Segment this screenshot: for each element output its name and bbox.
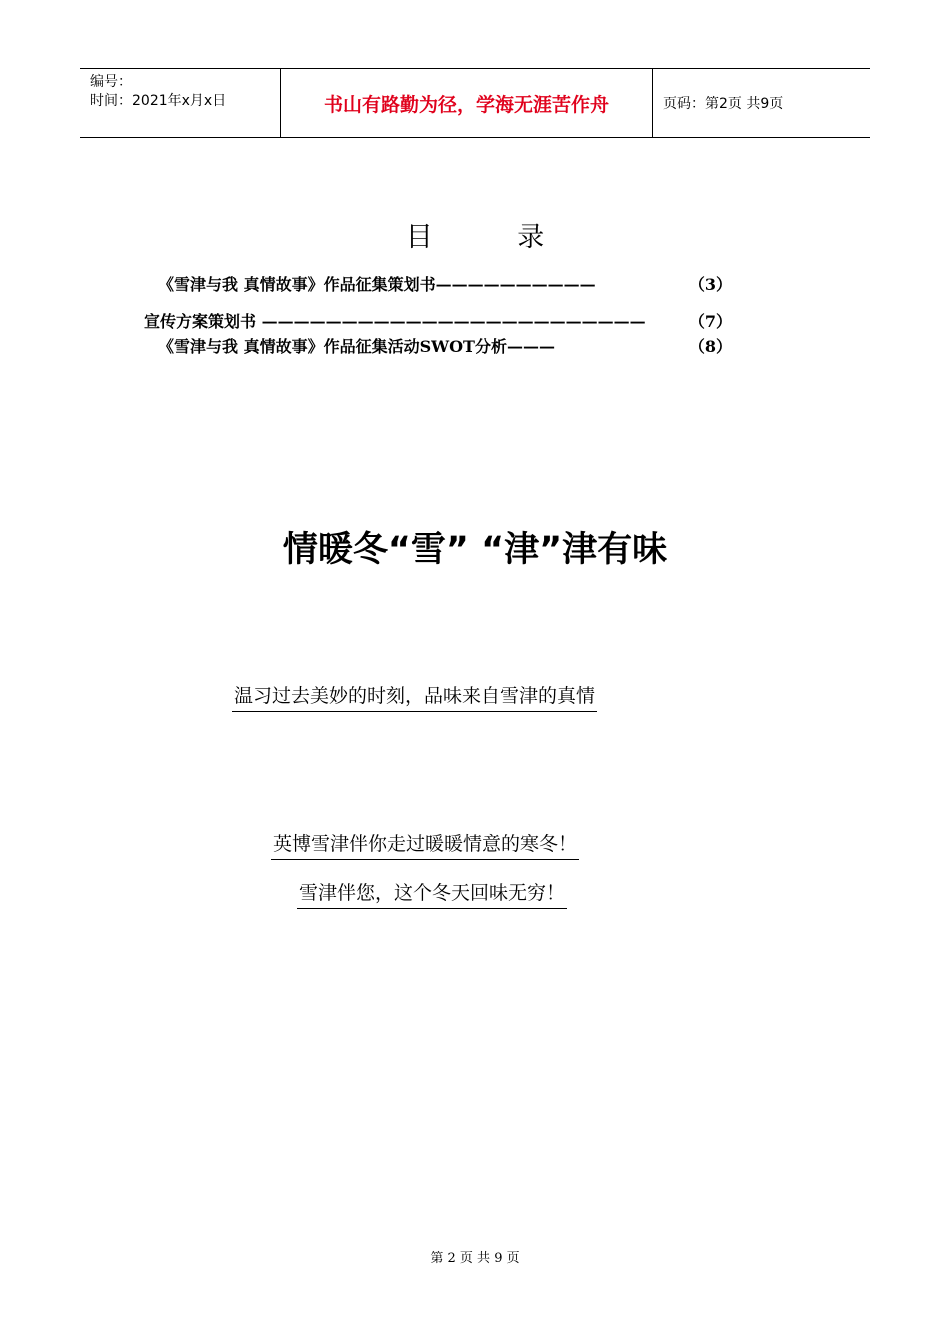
document-number-label: 编号：	[90, 74, 132, 90]
toc-item[interactable]	[158, 334, 732, 357]
toc-item-text: 宣传方案策划书 ————————————————————————	[144, 312, 646, 331]
toc-item-page: （7）	[688, 312, 732, 331]
toc-item[interactable]	[144, 309, 732, 332]
document-date: 时间：2021年x月x日	[90, 93, 227, 109]
toc-item-text: 《雪津与我 真情故事》作品征集活动SWOT分析———	[158, 337, 555, 356]
page-footer: 第 2 页 共 9 页	[430, 1251, 520, 1266]
toc-title: 目 录	[405, 222, 583, 253]
slogan-3: 雪津伴您，这个冬天回味无穷！	[297, 878, 567, 909]
header-motto: 书山有路勤为径，学海无涯苦作舟	[281, 69, 653, 137]
page-header	[80, 68, 870, 138]
header-page-info: 页码：第2页 共9页	[663, 96, 784, 112]
main-title: 情暖冬“雪” “津”津有味	[282, 530, 668, 570]
toc-item[interactable]	[158, 272, 732, 295]
header-meta	[80, 69, 281, 137]
slogan-1: 温习过去美妙的时刻，品味来自雪津的真情	[232, 681, 597, 712]
toc-item-page: （8）	[688, 337, 732, 356]
toc-item-text: 《雪津与我 真情故事》作品征集策划书——————————	[158, 275, 596, 294]
slogan-2: 英博雪津伴你走过暖暖情意的寒冬！	[271, 829, 579, 860]
toc-item-page: （3）	[688, 275, 732, 294]
